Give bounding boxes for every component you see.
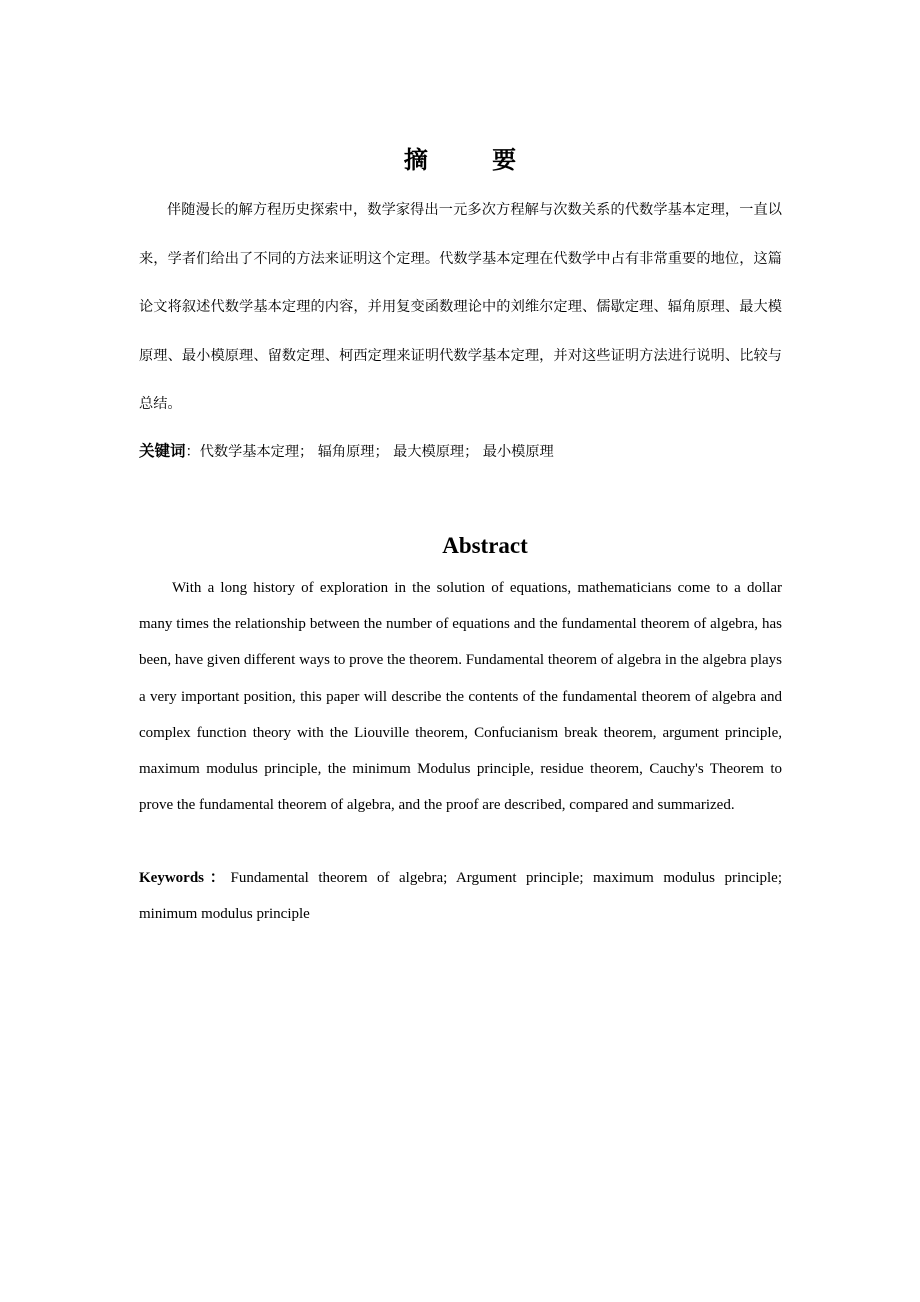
chinese-abstract-body: 伴随漫长的解方程历史探索中，数学家得出一元多次方程解与次数关系的代数学基本定理，一直以来，学者们给出了不同的方法来证明这个定理。代数学基本定理在代数学中占有非常重要的地位，这篇论文将叙述代数学基本定理的内容，并用复变函数理论中的刘维尔定理、儒歇定理、辐角原理、最大模原理、最小模原理、留数定理、柯西定理来证明代数学基本定理，并对这些证明方法进行说明、比较与总结。 — [139, 202, 782, 412]
english-keywords-text: Fundamental theorem of algebra; Argument principle; maximum modulus principle; minimum modulus principle — [139, 870, 782, 923]
chinese-keywords-text: ：代数学基本定理； 辐角原理； 最大模原理； 最小模原理 — [185, 444, 554, 460]
english-abstract-body: With a long history of exploration in the solution of equations, mathematicians come to a dollar many times the relationship between the number of equations and the fundamental theorem of algebra, has been, have given different ways to prove the theorem. Fundamental theorem of algebra in the algebra plays a very important position, this paper will describe the contents of the fundamental theorem of algebra and complex function theory with the Liouville theorem, Confucianism break theorem, argument principle, maximum modulus principle, the minimum Modulus principle, residue theorem, Cauchy's Theorem to prove the fundamental theorem of algebra, and the proof are described, compared and summarized. — [139, 580, 782, 814]
chinese-keywords-label: 关键词 — [139, 442, 186, 460]
english-abstract-title: Abstract — [442, 533, 528, 558]
chinese-keywords — [139, 433, 782, 470]
english-keywords-label: Keywords： — [139, 870, 231, 886]
english-keywords — [139, 860, 782, 932]
chinese-abstract-title: 摘 要 — [403, 146, 545, 174]
